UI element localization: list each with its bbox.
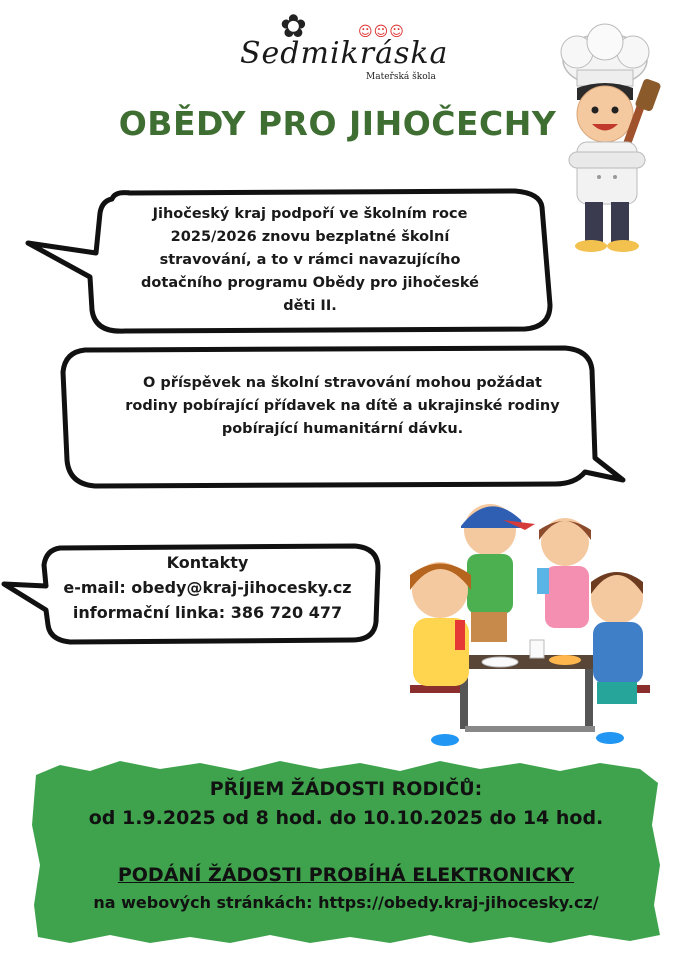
logo xyxy=(236,7,449,85)
kids-lunch-illustration xyxy=(385,490,670,755)
application-period: od 1.9.2025 od 8 hod. do 10.10.2025 do 14 hod. xyxy=(88,807,604,829)
bubble1-line: děti II. xyxy=(283,298,337,314)
daisy-icon: ✿ xyxy=(280,7,307,45)
contact-phone[interactable]: informační linka: 386 720 477 xyxy=(72,603,343,622)
bubble1-line: stravování, a to v rámci navazujícího xyxy=(159,252,461,268)
speech-bubble-info xyxy=(20,185,565,340)
contact-email[interactable]: e-mail: obedy@kraj-jihocesky.cz xyxy=(63,578,352,597)
banner-content xyxy=(30,775,662,917)
application-heading: PŘÍJEM ŽÁDOSTI RODIČŮ: xyxy=(209,778,483,800)
logo-brand: Sedmikráska xyxy=(240,36,449,71)
application-banner xyxy=(30,755,662,945)
bubble1-line: dotačního programu Obědy pro jihočeské xyxy=(141,275,479,291)
electronic-submission-heading: PODÁNÍ ŽÁDOSTI PROBÍHÁ ELEKTRONICKY xyxy=(117,864,575,886)
contacts-heading: Kontakty xyxy=(166,553,249,572)
bubble2-text xyxy=(70,372,615,441)
bubble1-line: Jihočeský kraj podpoří ve školním roce xyxy=(152,206,468,222)
bubble1-text xyxy=(130,203,490,318)
logo-subtitle: Mateřská škola xyxy=(366,72,436,82)
bubble2-line: pobírající humanitární dávku. xyxy=(221,421,464,437)
bubble2-line: rodiny pobírající přídavek na dítě a ukrajinské rodiny xyxy=(125,398,560,414)
website-link[interactable]: na webových stránkách: https://obedy.kraj-jihocesky.cz/ xyxy=(93,893,599,912)
bubble1-line: 2025/2026 znovu bezplatné školní xyxy=(170,229,450,245)
contacts-text xyxy=(40,550,375,625)
bubble2-line: O příspěvek na školní stravování mohou požádat xyxy=(143,375,542,391)
speech-bubble-contacts xyxy=(0,540,385,650)
speech-bubble-eligibility xyxy=(55,340,630,490)
dancing-kids-icon: ☺☺☺ xyxy=(358,24,405,40)
page-title: OBĚDY PRO JIHOČECHY xyxy=(118,104,557,143)
